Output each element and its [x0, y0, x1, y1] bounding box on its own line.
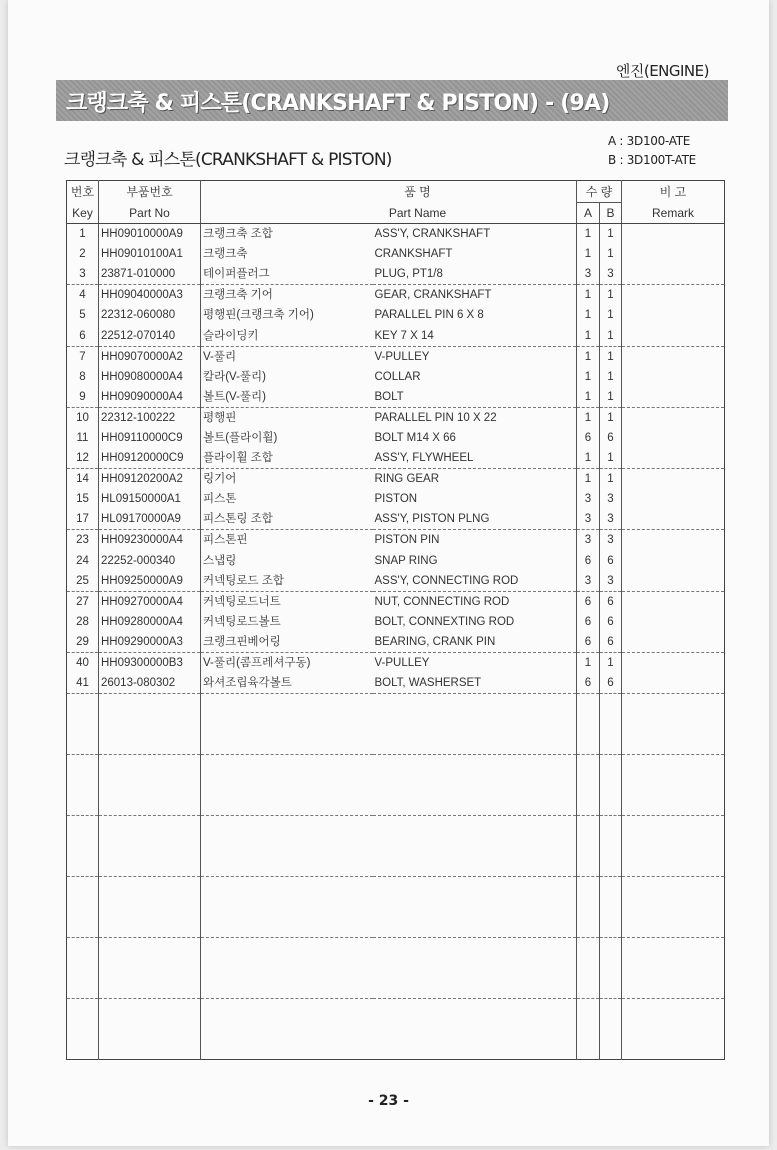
cell-qty-b: 1: [600, 367, 622, 387]
cell-name-eng: COLLAR: [374, 370, 421, 383]
cell-qty-b: 3: [600, 489, 622, 509]
cell-remark: [622, 448, 725, 469]
cell-name-eng: ASS'Y, FLYWHEEL: [374, 452, 474, 465]
cell-part-no: HH09290000A3: [99, 632, 201, 653]
blank-cell: [67, 999, 99, 1060]
cell-key: 40: [67, 652, 99, 673]
cell-key: 15: [76, 493, 89, 506]
cell-qty-a: 3: [577, 530, 600, 551]
blank-cell: [67, 938, 99, 999]
blank-cell: [201, 816, 373, 877]
cell-name-kor: 링기어: [201, 469, 373, 490]
cell-key: 27: [67, 591, 99, 612]
cell-name-kor: V-풀리(콤프레셔구동): [201, 652, 373, 673]
blank-cell: [622, 999, 725, 1060]
page-number: - 23 -: [368, 1093, 409, 1109]
blank-cell: [600, 999, 622, 1060]
table-row: [67, 305, 725, 325]
cell-part-no: HH09230000A4: [99, 530, 201, 551]
cell-qty-b: 3: [600, 571, 622, 592]
cell-key: 5: [79, 309, 86, 322]
header-remark-eng: Remark: [622, 203, 725, 224]
blank-cell: [577, 877, 600, 938]
table-row: [67, 530, 725, 551]
cell-key: 7: [67, 346, 99, 367]
table-row: [67, 652, 725, 673]
header-qty-a: A: [577, 203, 600, 224]
table-row: [67, 428, 725, 448]
blank-cell: [373, 755, 577, 816]
blank-row: [67, 999, 725, 1060]
cell-remark: [622, 407, 725, 428]
blank-cell: [600, 755, 622, 816]
blank-row: [67, 816, 725, 877]
blank-cell: [373, 816, 577, 877]
model-a-label: A : 3D100-ATE: [608, 134, 691, 148]
table-row: [67, 509, 725, 530]
header-qty-b: B: [600, 203, 622, 224]
section-label: 엔진(ENGINE): [615, 62, 709, 80]
table-row: [67, 571, 725, 592]
cell-qty-b: 1: [600, 469, 622, 490]
cell-qty-a: 1: [577, 285, 600, 306]
blank-cell: [577, 694, 600, 755]
blank-cell: [577, 816, 600, 877]
table-row: [67, 264, 725, 285]
cell-name-kor: 플라이휠 조합: [201, 448, 373, 469]
cell-qty-a: 6: [577, 673, 600, 694]
cell-qty-a: 1: [577, 469, 600, 490]
cell-name-eng: KEY 7 X 14: [374, 329, 434, 342]
blank-cell: [622, 877, 725, 938]
cell-remark: [622, 264, 725, 285]
cell-name-eng: BEARING, CRANK PIN: [374, 635, 496, 648]
cell-qty-a: 1: [577, 224, 600, 245]
cell-name-kor: 크랭크축: [201, 244, 373, 264]
cell-remark: [622, 652, 725, 673]
cell-qty-b: 1: [600, 224, 622, 245]
cell-remark: [622, 428, 725, 448]
cell-qty-b: 6: [600, 612, 622, 632]
blank-cell: [67, 877, 99, 938]
cell-remark: [622, 305, 725, 325]
table-row: [67, 673, 725, 694]
cell-key: 12: [76, 452, 89, 465]
cell-name-kor: 크랭크축 조합: [201, 224, 373, 245]
cell-key: 3: [79, 268, 86, 281]
cell-name-eng: V-PULLEY: [373, 346, 577, 367]
cell-part-no: 22512-070140: [99, 325, 201, 346]
cell-part-no: HH09280000A4: [99, 612, 201, 632]
cell-part-no: HH09120200A2: [99, 469, 201, 490]
blank-cell: [99, 877, 201, 938]
cell-name-kor: 커넥팅로드 조합: [201, 571, 373, 592]
blank-cell: [67, 816, 99, 877]
cell-key: 11: [76, 431, 89, 444]
cell-name-kor: 볼트(V-풀리): [201, 387, 373, 408]
blank-cell: [622, 694, 725, 755]
cell-name-eng: V-PULLEY: [373, 652, 577, 673]
cell-name-eng: ASS'Y, CRANKSHAFT: [374, 228, 491, 241]
cell-qty-b: 1: [600, 285, 622, 306]
cell-key: 41: [76, 677, 89, 690]
cell-key: 10: [67, 407, 99, 428]
cell-qty-a: 6: [577, 632, 600, 653]
cell-remark: [622, 632, 725, 653]
cell-qty-a: 1: [577, 346, 600, 367]
cell-remark: [622, 244, 725, 264]
cell-qty-b: 6: [600, 632, 622, 653]
table-row: [67, 285, 725, 306]
cell-key: 6: [79, 329, 86, 342]
blank-cell: [600, 877, 622, 938]
blank-row: [67, 877, 725, 938]
cell-part-no: HH09250000A9: [99, 571, 201, 592]
cell-key: 17: [76, 513, 89, 526]
blank-cell: [622, 816, 725, 877]
table-row: [67, 591, 725, 612]
header-partname-kor: 품 명: [201, 181, 577, 203]
cell-qty-b: 1: [600, 387, 622, 408]
cell-key: 28: [76, 615, 89, 628]
blank-cell: [201, 877, 373, 938]
subtitle: 크랭크축 & 피스톤(CRANKSHAFT & PISTON): [64, 150, 392, 170]
cell-name-kor: 커넥팅로드볼트: [201, 612, 373, 632]
cell-qty-a: 3: [577, 571, 600, 592]
cell-key: 25: [76, 574, 89, 587]
cell-remark: [622, 530, 725, 551]
cell-remark: [622, 325, 725, 346]
cell-qty-b: 6: [600, 673, 622, 694]
blank-cell: [622, 938, 725, 999]
table-row: [67, 551, 725, 571]
header-partno-kor: 부품번호: [99, 181, 201, 203]
cell-name-eng: PARALLEL PIN 6 X 8: [374, 309, 484, 322]
cell-qty-b: 1: [600, 407, 622, 428]
cell-name-eng: BOLT, CONNEXTING ROD: [374, 615, 515, 628]
cell-key: 8: [79, 370, 86, 383]
table-row: [67, 448, 725, 469]
cell-name-kor: 칼라(V-풀리): [201, 367, 373, 387]
cell-remark: [622, 571, 725, 592]
cell-qty-a: 1: [577, 367, 600, 387]
cell-remark: [622, 346, 725, 367]
cell-remark: [622, 489, 725, 509]
cell-qty-b: 6: [600, 428, 622, 448]
header-partname-eng: Part Name: [201, 203, 577, 224]
table-row: [67, 612, 725, 632]
cell-key: 14: [67, 469, 99, 490]
cell-remark: [622, 469, 725, 490]
cell-part-no: HH09040000A3: [99, 285, 201, 306]
cell-part-no: HL09150000A1: [99, 489, 201, 509]
blank-cell: [201, 694, 373, 755]
cell-name-eng: NUT, CONNECTING ROD: [373, 591, 577, 612]
header-partno-eng: Part No: [99, 203, 201, 224]
cell-name-kor: 피스톤핀: [201, 530, 373, 551]
header-remark-kor: 비 고: [622, 181, 725, 203]
table-row: [67, 367, 725, 387]
cell-name-eng: RING GEAR: [373, 469, 577, 490]
cell-name-eng: PISTON: [374, 493, 418, 506]
cell-name-kor: 크랭크핀베어링: [201, 632, 373, 653]
blank-cell: [201, 938, 373, 999]
cell-qty-b: 1: [600, 305, 622, 325]
blank-cell: [373, 999, 577, 1060]
blank-cell: [67, 755, 99, 816]
cell-key: 29: [76, 635, 89, 648]
cell-key: 4: [67, 285, 99, 306]
cell-qty-a: 3: [577, 489, 600, 509]
cell-name-eng: BOLT M14 X 66: [374, 431, 456, 444]
cell-remark: [622, 673, 725, 694]
cell-name-eng: CRANKSHAFT: [374, 248, 453, 261]
table-row: [67, 346, 725, 367]
blank-cell: [600, 694, 622, 755]
cell-qty-a: 1: [577, 325, 600, 346]
cell-part-no: HH09300000B3: [99, 652, 201, 673]
blank-cell: [99, 694, 201, 755]
cell-name-eng: GEAR, CRANKSHAFT: [373, 285, 577, 306]
cell-qty-b: 1: [600, 652, 622, 673]
cell-key: 1: [79, 228, 86, 241]
cell-remark: [622, 551, 725, 571]
header-key-eng: Key: [67, 203, 99, 224]
blank-cell: [600, 938, 622, 999]
cell-qty-a: 1: [577, 244, 600, 264]
cell-part-no: 22252-000340: [99, 551, 201, 571]
table-row: [67, 325, 725, 346]
blank-cell: [201, 999, 373, 1060]
cell-key: 2: [79, 248, 86, 261]
cell-remark: [622, 612, 725, 632]
cell-part-no: HH09010100A1: [99, 244, 201, 264]
cell-qty-b: 3: [600, 509, 622, 530]
cell-name-kor: 와셔조립육각볼트: [201, 673, 373, 694]
cell-name-eng: BOLT, WASHERSET: [374, 677, 482, 690]
cell-qty-b: 3: [600, 530, 622, 551]
cell-qty-a: 6: [577, 612, 600, 632]
header-qty-kor: 수 량: [577, 181, 622, 203]
cell-part-no: HH09110000C9: [99, 428, 201, 448]
blank-cell: [99, 999, 201, 1060]
cell-part-no: HH09270000A4: [99, 591, 201, 612]
blank-cell: [373, 694, 577, 755]
blank-cell: [622, 755, 725, 816]
table-row: [67, 489, 725, 509]
cell-name-eng: SNAP RING: [374, 554, 438, 567]
blank-cell: [201, 755, 373, 816]
cell-qty-b: 6: [600, 591, 622, 612]
blank-cell: [373, 877, 577, 938]
model-b-label: B : 3D100T-ATE: [608, 153, 696, 167]
cell-qty-a: 1: [577, 448, 600, 469]
cell-name-eng: PISTON PIN: [373, 530, 577, 551]
table-row: [67, 632, 725, 653]
cell-qty-b: 1: [600, 325, 622, 346]
cell-name-eng: PARALLEL PIN 10 X 22: [373, 407, 577, 428]
cell-qty-a: 1: [577, 305, 600, 325]
cell-part-no: HH09070000A2: [99, 346, 201, 367]
cell-name-kor: 크랭크축 기어: [201, 285, 373, 306]
cell-qty-a: 6: [577, 551, 600, 571]
blank-cell: [373, 938, 577, 999]
cell-qty-a: 1: [577, 652, 600, 673]
table-row: [67, 387, 725, 408]
cell-qty-a: 3: [577, 509, 600, 530]
cell-name-kor: 슬라이딩키: [201, 325, 373, 346]
blank-row: [67, 694, 725, 755]
cell-qty-b: 1: [600, 346, 622, 367]
cell-remark: [622, 285, 725, 306]
cell-name-eng: PLUG, PT1/8: [374, 268, 443, 281]
title-band: [56, 80, 728, 121]
cell-part-no: 23871-010000: [99, 264, 201, 285]
cell-part-no: HH09080000A4: [99, 367, 201, 387]
blank-row: [67, 755, 725, 816]
cell-part-no: 22312-100222: [99, 407, 201, 428]
cell-qty-b: 3: [600, 264, 622, 285]
cell-name-kor: 평행핀(크랭크축 기어): [201, 305, 373, 325]
page-title: 크랭크축 & 피스톤(CRANKSHAFT & PISTON) - (9A): [66, 91, 610, 116]
blank-cell: [67, 694, 99, 755]
blank-cell: [600, 816, 622, 877]
cell-qty-a: 3: [577, 264, 600, 285]
parts-table-body: [67, 224, 725, 1060]
cell-qty-a: 6: [577, 428, 600, 448]
table-row: [67, 244, 725, 264]
cell-name-kor: 테이퍼플러그: [201, 264, 373, 285]
cell-qty-b: 6: [600, 551, 622, 571]
cell-name-kor: 피스톤: [201, 489, 373, 509]
cell-name-kor: V-풀리: [201, 346, 373, 367]
blank-cell: [577, 755, 600, 816]
cell-key: 23: [67, 530, 99, 551]
document-page: [8, 0, 769, 1146]
table-row: [67, 469, 725, 490]
cell-remark: [622, 224, 725, 245]
blank-row: [67, 938, 725, 999]
cell-key: 9: [79, 390, 86, 403]
header-key-kor: 번호: [70, 184, 95, 199]
cell-name-eng: ASS'Y, PISTON PLNG: [374, 513, 490, 526]
blank-cell: [577, 999, 600, 1060]
blank-cell: [99, 816, 201, 877]
cell-name-kor: 평행핀: [201, 407, 373, 428]
blank-cell: [99, 755, 201, 816]
table-row: [67, 407, 725, 428]
cell-name-kor: 커넥팅로드너트: [201, 591, 373, 612]
cell-qty-a: 1: [577, 387, 600, 408]
cell-remark: [622, 591, 725, 612]
cell-qty-b: 1: [600, 244, 622, 264]
cell-name-kor: 피스톤링 조합: [201, 509, 373, 530]
cell-remark: [622, 387, 725, 408]
cell-qty-b: 1: [600, 448, 622, 469]
cell-key: 24: [76, 554, 89, 567]
cell-qty-a: 6: [577, 591, 600, 612]
cell-name-eng: BOLT: [374, 390, 404, 403]
cell-part-no: HH09010000A9: [99, 224, 201, 245]
cell-name-kor: 볼트(플라이휠): [201, 428, 373, 448]
cell-part-no: 22312-060080: [99, 305, 201, 325]
cell-qty-a: 1: [577, 407, 600, 428]
blank-cell: [577, 938, 600, 999]
cell-part-no: HL09170000A9: [99, 509, 201, 530]
parts-table: [66, 180, 725, 1060]
blank-cell: [99, 938, 201, 999]
cell-name-kor: 스냅링: [201, 551, 373, 571]
cell-remark: [622, 509, 725, 530]
cell-name-eng: ASS'Y, CONNECTING ROD: [374, 574, 519, 587]
table-row: [67, 224, 725, 245]
cell-part-no: HH09090000A4: [99, 387, 201, 408]
cell-remark: [622, 367, 725, 387]
cell-part-no: HH09120000C9: [99, 448, 201, 469]
cell-part-no: 26013-080302: [99, 673, 201, 694]
